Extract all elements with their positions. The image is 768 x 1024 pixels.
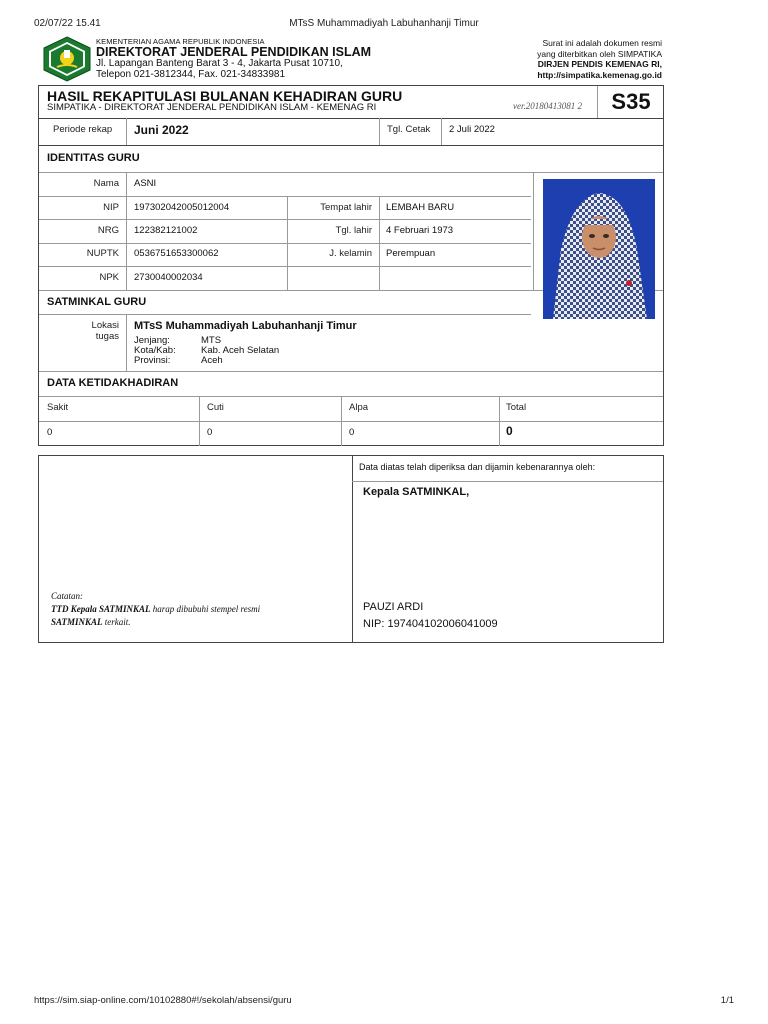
npk-value: 2730040002034 [134, 272, 203, 283]
official-note-link[interactable]: http://simpatika.kemenag.go.id [537, 69, 662, 80]
catatan-label: Catatan: [51, 591, 84, 601]
provinsi-value: Aceh [201, 355, 223, 366]
tempat-lahir-value: LEMBAH BARU [386, 202, 455, 213]
signer-nip: NIP: 197404102006041009 [363, 618, 498, 630]
catatan-line1-bold: TTD Kepala SATMINKAL [51, 604, 151, 614]
tgl-lahir-value: 4 Februari 1973 [386, 225, 454, 236]
kota-value: Kab. Aceh Selatan [201, 345, 280, 356]
print-datetime: 02/07/22 15.41 [34, 18, 101, 29]
report-subtitle: SIMPATIKA - DIREKTORAT JENDERAL PENDIDIKAN ISLAM - KEMENAG RI [47, 102, 377, 113]
periode-value: Juni 2022 [134, 123, 189, 137]
ketidakhadiran-section-title: DATA KETIDAKHADIRAN [47, 377, 179, 389]
kota-label: Kota/Kab: [134, 345, 176, 356]
tgl-lahir-label: Tgl. lahir [335, 225, 372, 236]
total-value: 0 [506, 424, 513, 438]
jenjang-label: Jenjang: [134, 335, 170, 346]
nip-label: NIP [103, 202, 119, 213]
total-header: Total [506, 402, 527, 413]
sakit-header: Sakit [47, 402, 69, 413]
cuti-value: 0 [207, 427, 213, 438]
alpa-header: Alpa [349, 402, 369, 413]
school-name: MTsS Muhammadiyah Labuhanhanji Timur [134, 320, 357, 332]
nama-value: ASNI [134, 178, 157, 189]
teacher-photo [543, 179, 655, 319]
print-page-number: 1/1 [720, 995, 734, 1006]
nuptk-value: 0536751653300062 [134, 248, 219, 259]
npk-label: NPK [99, 272, 119, 283]
signature-frame [38, 455, 664, 643]
signer-name: PAUZI ARDI [363, 601, 424, 613]
report-frame [38, 85, 664, 446]
kelamin-value: Perempuan [386, 248, 436, 259]
tgl-cetak-value: 2 Juli 2022 [449, 124, 495, 135]
catatan-line2-rest: terkait. [102, 617, 131, 627]
provinsi-label: Provinsi: [134, 355, 171, 366]
sakit-value: 0 [47, 427, 53, 438]
address-line-1: Jl. Lapangan Banteng Barat 3 - 4, Jakarta Pusat 10710, [96, 58, 343, 69]
official-document-note [537, 38, 662, 80]
address-line-2: Telepon 021-3812344, Fax. 021-34833981 [96, 69, 286, 80]
print-page-title: MTsS Muhammadiyah Labuhanhanji Timur [289, 18, 479, 29]
catatan-line1-rest: harap dibubuhi stempel resmi [150, 604, 261, 614]
catatan-line2-bold: SATMINKAL [51, 617, 103, 627]
official-note-line-2: yang diterbitkan oleh SIMPATIKA [537, 48, 662, 59]
lokasi-label-2: tugas [95, 331, 119, 342]
verification-statement: Data diatas telah diperiksa dan dijamin kebenarannya oleh: [359, 462, 596, 472]
report-title: HASIL REKAPITULASI BULANAN KEHADIRAN GURU [47, 88, 403, 104]
official-note-line-3: DIRJEN PENDIS KEMENAG RI, [537, 59, 662, 69]
lokasi-label-1: Lokasi [91, 320, 119, 331]
print-url[interactable]: https://sim.siap-online.com/10102880#!/sekolah/absensi/guru [34, 995, 292, 1006]
cuti-header: Cuti [207, 402, 224, 413]
tempat-lahir-label: Tempat lahir [320, 202, 372, 213]
jenjang-value: MTS [201, 335, 222, 346]
signer-role: Kepala SATMINKAL, [363, 486, 470, 498]
report-code: S35 [611, 89, 651, 114]
report-version: ver.20180413081 2 [513, 101, 582, 111]
identitas-section-title: IDENTITAS GURU [47, 152, 140, 164]
ministry-name: KEMENTERIAN AGAMA REPUBLIK INDONESIA [96, 37, 265, 46]
kelamin-label: J. kelamin [329, 248, 372, 259]
official-note-line-1: Surat ini adalah dokumen resmi [542, 38, 662, 48]
catatan-note [51, 590, 260, 629]
alpa-value: 0 [349, 427, 355, 438]
nrg-value: 122382121002 [134, 225, 198, 236]
nrg-label: NRG [97, 225, 119, 236]
kemenag-logo-icon [42, 36, 92, 82]
nama-label: Nama [93, 178, 119, 189]
periode-label: Periode rekap [53, 124, 113, 135]
nuptk-label: NUPTK [86, 248, 119, 259]
directorate-name: DIREKTORAT JENDERAL PENDIDIKAN ISLAM [96, 45, 372, 59]
nip-value: 197302042005012004 [134, 202, 230, 213]
tgl-cetak-label: Tgl. Cetak [387, 124, 431, 135]
satminkal-section-title: SATMINKAL GURU [47, 296, 147, 308]
